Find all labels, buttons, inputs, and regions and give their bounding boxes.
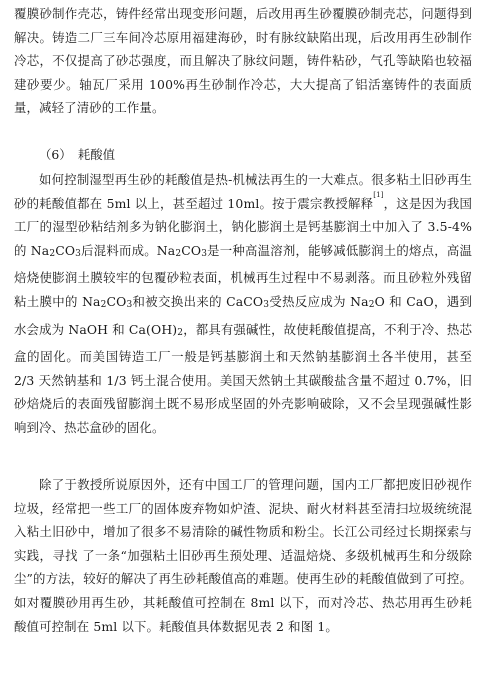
- p2-text-f: 是一种高温溶剂，能够减低膨润土的熔点，高温焙烧使膨润土膜较牢的包覆砂粒表面，机械再生过程中不易剥落。而且砂粒外残留粘土膜中的 Na: [14, 242, 472, 309]
- p2-text-a: 如何控制湿型再生砂的耗酸值是热-机械法再生的一大难点。很多粘土旧砂再生砂的耗酸值都在 5ml 以上，甚至超过 10ml。按于震宗教授解释: [14, 172, 472, 211]
- subscript: 3: [263, 299, 270, 310]
- p2-text-c: CO: [55, 242, 76, 258]
- subscript: 3: [126, 299, 133, 310]
- paragraph-3: 除了于教授所说原因外，还有中国工厂的管理问题，国内工厂都把废旧砂视作垃圾，经常把一些工厂的固体废弃物如炉渣、泥块、耐火材料甚至清扫垃圾统统混入粘土旧砂中，增加了很多不易清除的碱性物质和粉尘。长江公司经过长期探索与实践，寻找 了一条“加强粘土旧砂再生预处理、适温焙烧、多级机械再生和分级除尘”的方法，较好的解决了再生砂耗酸值高的难题。使再生砂的耗酸值做到了可控。如对覆膜砂用再生砂，其耗酸值可控制在 8ml 以下，而对冷芯、热芯用再生砂耗酸值可控制在 5ml 以下。耗酸值具体数据见表 2 和图 1。: [14, 477, 472, 634]
- p2-text-j: O 和 CaO，遇到水会成为 NaOH 和 Ca(OH): [14, 293, 473, 337]
- p2-text-e: CO: [181, 242, 202, 258]
- subscript: 2: [368, 299, 375, 310]
- subscript: 2: [49, 248, 56, 259]
- subscript: 2: [175, 248, 182, 259]
- subscript: 3: [75, 248, 82, 259]
- p2-text-i: 受热反应成为 Na: [269, 293, 369, 309]
- p2-text-b: ，这是因为我国工厂的湿型砂粘结剂多为钠化膨润土，钠化膨润土是钙基膨润土中加入了 3.5-4%的 Na: [14, 195, 472, 258]
- section-heading: （6） 耗酸值: [39, 147, 116, 162]
- p2-text-k: ，都具有强碱性，故使耗酸值提高，不利于冷、热芯盒的固化。而美国铸造工厂一般是钙基膨润土和天然钠基膨润土各半使用，甚至 2/3 天然钠基和 1/3 钙土混合使用。美国天然钠土其碳酸盐含量不超过 0.7%，旧砂焙烧后的表面残留膨润土既不易形成坚固的外壳影响破除，又不会呈现强碱性影响到冷、热芯盒砂的固化。: [14, 321, 472, 435]
- subscript: 2: [177, 327, 184, 338]
- paragraph-1: 覆膜砂制作壳芯，铸件经常出现变形问题，后改用再生砂覆膜砂制壳芯，问题得到解决。铸造二厂三车间冷芯原用福建海砂，时有脉纹缺陷出现，后改用再生砂制作冷芯，不仅提高了砂芯强度，而且解决了脉纹问题，铸件粘砂，气孔等缺陷也较福建砂要少。轴瓦厂采用 100%再生砂制作冷芯，大大提高了铝活塞铸件的表面质量，减轻了清砂的工作量。: [14, 6, 472, 116]
- subscript: 3: [201, 248, 208, 259]
- paragraph-2: [14, 168, 472, 440]
- p2-text-g: CO: [106, 293, 127, 309]
- p2-text-h: 和被交换出来的 CaCO: [132, 293, 264, 309]
- p2-text-d: 后混料而成。Na: [81, 242, 176, 258]
- citation-ref: [1]: [373, 190, 384, 199]
- subscript: 2: [100, 299, 107, 310]
